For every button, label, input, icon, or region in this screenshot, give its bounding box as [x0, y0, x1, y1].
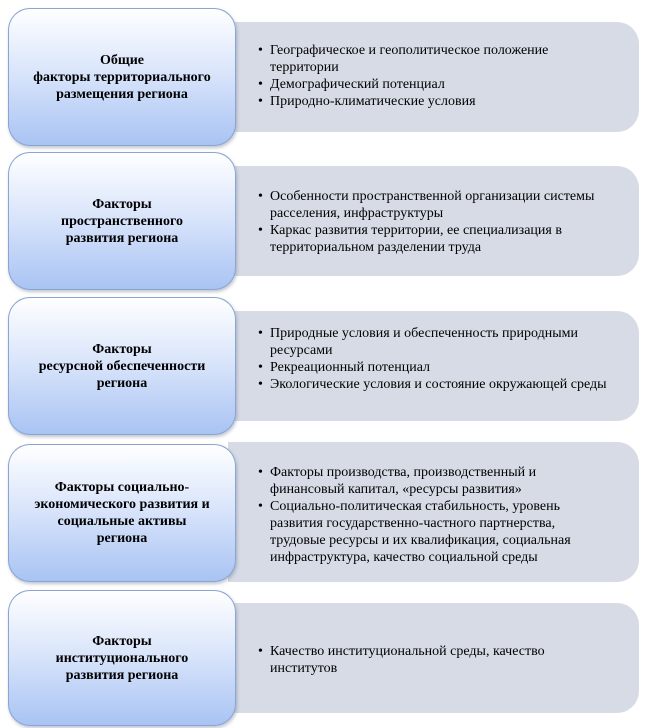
bullet-item: • Географическое и геополитическое положение территории — [258, 42, 613, 76]
bullet-item: • Факторы производства, производственный и финансовый капитал, «ресурсы развития» — [258, 464, 613, 498]
title-line: развития региона — [65, 230, 179, 246]
bullet-item: • Социально-политическая стабильность, уровень развития государственно-частного партнерства, трудовые ресурсы и их квалификация, социальная инфраструктура, качество социальной среды — [258, 498, 613, 566]
title-line: факторы территориального — [33, 69, 211, 85]
factors-panel-1 — [228, 22, 639, 132]
title-line: развития региона — [65, 667, 179, 683]
title-line: региона — [96, 531, 148, 546]
bullet-item: • Экологические условия и состояние окружающей среды — [258, 376, 613, 393]
title-line: Факторы социально- — [54, 480, 190, 495]
bullet-item: • Каркас развития территории, ее специализация в территориальном разделении труда — [258, 222, 613, 256]
title-line: Факторы — [92, 341, 152, 357]
bullet-list-5 — [258, 643, 613, 677]
factor-box-1 — [8, 8, 236, 146]
title-line: размещения региона — [56, 86, 188, 102]
bullet-list-1 — [258, 42, 613, 110]
bullet-list-4 — [258, 464, 613, 566]
bullet-item: • Природные условия и обеспеченность природными ресурсами — [258, 325, 613, 359]
title-line: институционального — [55, 650, 189, 666]
factors-panel-2 — [228, 166, 639, 276]
title-line: социальные активы — [57, 514, 187, 529]
title-line: пространственного — [61, 213, 183, 229]
title-line: региона — [96, 375, 148, 391]
title-line: Факторы — [92, 196, 152, 212]
title-line: ресурсной обеспеченности — [38, 358, 206, 374]
factor-title-1 — [17, 52, 226, 103]
factor-title-3 — [23, 341, 222, 392]
factors-panel-5 — [228, 603, 639, 713]
factors-panel-3 — [228, 311, 639, 421]
factor-title-4 — [18, 479, 225, 547]
bullet-list-2 — [258, 188, 613, 256]
factor-box-4 — [8, 444, 236, 582]
factors-panel-4 — [228, 442, 639, 582]
bullet-item: • Качество институциональной среды, качество институтов — [258, 643, 613, 677]
bullet-list-3 — [258, 325, 613, 393]
bullet-item: • Особенности пространственной организации системы расселения, инфраструктуры — [258, 188, 613, 222]
bullet-item: • Природно-климатические условия — [258, 93, 613, 110]
title-line: Факторы — [92, 633, 152, 649]
factor-box-2 — [8, 152, 236, 290]
title-line: экономического развития и — [34, 497, 210, 512]
bullet-item: • Демографический потенциал — [258, 76, 613, 93]
factor-box-3 — [8, 297, 236, 435]
factor-title-2 — [45, 196, 199, 247]
factor-box-5 — [8, 590, 236, 726]
factor-title-5 — [40, 633, 205, 684]
bullet-item: • Рекреационный потенциал — [258, 359, 613, 376]
title-line: Общие — [100, 52, 144, 68]
